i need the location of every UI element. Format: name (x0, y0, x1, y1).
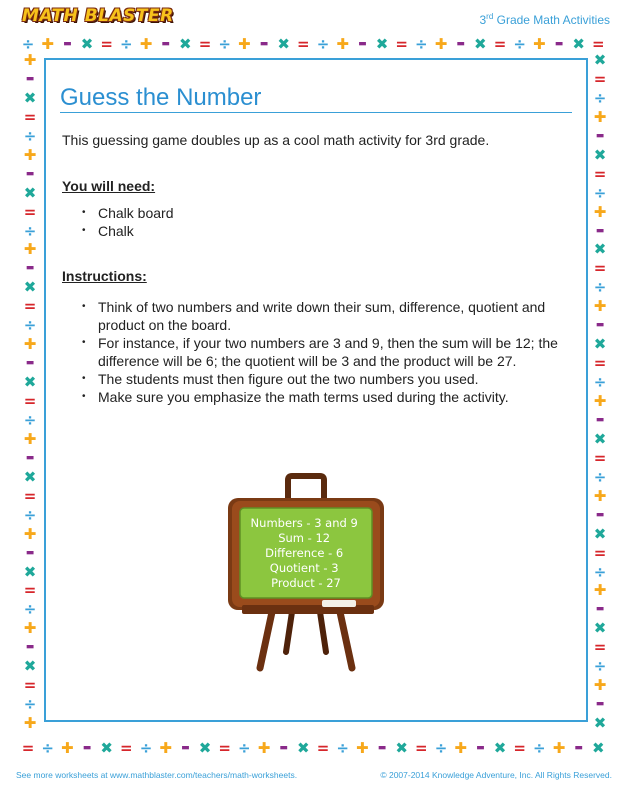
instructions-list (82, 298, 562, 406)
list-item: • For instance, if your two numbers are 3 and 9, then the sum will be 12; the difference will be 6; the quotient will be 3 and the product will be 27. (82, 334, 562, 370)
border-symbol-icon: ▬ (25, 642, 35, 653)
border-symbol-icon: ÷ (23, 221, 37, 240)
border-symbol-icon: ✚ (61, 739, 74, 757)
border-symbol-icon: ▬ (279, 743, 288, 753)
border-symbol-icon: = (21, 739, 35, 757)
border-symbol-icon: ▬ (595, 604, 605, 615)
border-symbol-icon: = (23, 676, 37, 695)
border-symbol-icon: ✖ (23, 183, 37, 202)
border-symbol-icon: ✚ (533, 35, 546, 53)
border-symbol-icon: ÷ (593, 88, 607, 107)
border-symbol-icon: ✚ (23, 714, 37, 733)
grade-label: 3rd Grade Math Activities (479, 12, 610, 27)
border-symbol-icon: ✚ (23, 524, 37, 543)
border-symbol-icon: ▬ (377, 743, 387, 753)
border-symbol-icon: = (23, 297, 37, 316)
board-line-product: Product - 27 (271, 576, 341, 590)
border-symbol-icon: ✖ (23, 88, 37, 107)
need-heading: You will need: (62, 178, 156, 194)
border-symbol-icon: ✚ (23, 240, 37, 259)
border-symbol-icon: ÷ (336, 739, 349, 757)
border-symbol-icon: ✖ (375, 35, 389, 53)
border-symbol-icon: ✖ (23, 467, 37, 486)
page-title: Guess the Number (60, 84, 262, 111)
border-symbol-icon: = (593, 448, 607, 467)
border-symbol-icon: ▬ (181, 743, 190, 753)
border-symbol-icon: ✚ (356, 739, 369, 757)
border-symbol-icon: ✖ (23, 657, 37, 676)
border-symbol-icon: ÷ (23, 410, 37, 429)
border-symbol-icon: ÷ (41, 739, 54, 757)
border-symbol-icon: ✚ (159, 739, 172, 757)
border-symbol-icon: = (593, 69, 607, 88)
border-symbol-icon: ▬ (456, 39, 465, 49)
border-symbol-icon: = (593, 543, 607, 562)
border-symbol-icon: ✖ (493, 739, 507, 757)
footer-worksheets-link[interactable]: See more worksheets at www.mathblaster.com/teachers/math-worksheets. (16, 770, 298, 780)
border-symbol-icon: ✚ (552, 739, 566, 757)
border-symbol-icon: ✚ (257, 739, 271, 757)
border-symbol-icon: ▬ (574, 743, 583, 753)
border-symbol-icon: ÷ (513, 35, 526, 53)
border-symbol-icon: ▬ (25, 452, 35, 463)
border-symbol-icon: ▬ (25, 358, 35, 369)
border-symbol-icon: ÷ (593, 657, 607, 676)
border-symbol-icon: ✖ (593, 619, 607, 638)
border-symbol-icon: ÷ (593, 278, 607, 297)
need-list (82, 204, 174, 240)
border-symbol-icon: = (297, 35, 310, 53)
border-symbol-icon: ÷ (434, 739, 448, 757)
list-item: • Chalk (82, 222, 174, 240)
border-symbol-icon: ÷ (316, 35, 330, 53)
border-symbol-icon: ✚ (454, 739, 467, 757)
board-line-numbers: Numbers - 3 and 9 (250, 516, 358, 530)
border-symbol-icon: ✖ (593, 429, 607, 448)
border-symbol-icon: ▬ (595, 699, 605, 710)
border-symbol-icon: ✖ (593, 51, 607, 69)
border-symbol-icon: ÷ (23, 126, 37, 145)
border-symbol-icon: = (120, 739, 133, 757)
border-symbol-icon: ▬ (25, 73, 35, 84)
border-symbol-icon: = (23, 107, 37, 126)
border-symbol-icon: ▬ (476, 743, 485, 753)
board-line-sum: Sum - 12 (278, 531, 331, 545)
border-symbol-icon: ✖ (23, 278, 37, 297)
border-symbol-icon: ▬ (595, 320, 605, 331)
border-symbol-icon: ÷ (238, 739, 251, 757)
border-symbol-icon: ✚ (23, 145, 37, 164)
border-left (22, 52, 38, 734)
border-symbol-icon: ✖ (593, 145, 607, 164)
border-symbol-icon: ✖ (474, 35, 487, 53)
border-symbol-icon: ✚ (23, 619, 37, 638)
list-item: • The students must then figure out the two numbers you used. (82, 370, 562, 388)
border-symbol-icon: ✖ (100, 739, 113, 757)
worksheet-panel (44, 58, 588, 722)
border-symbol-icon: ✚ (593, 297, 607, 316)
border-symbol-icon: = (395, 35, 408, 53)
border-symbol-icon: ✖ (23, 562, 37, 581)
border-symbol-icon: = (593, 354, 607, 373)
border-symbol-icon: ▬ (595, 414, 605, 425)
border-symbol-icon: = (198, 35, 212, 53)
border-symbol-icon: ▬ (82, 743, 92, 753)
intro-text: This guessing game doubles up as a cool math activity for 3rd grade. (62, 132, 490, 148)
border-symbol-icon: ✖ (297, 739, 310, 757)
border-symbol-icon: ✖ (572, 35, 585, 53)
border-symbol-icon: = (23, 581, 37, 600)
border-top (20, 36, 610, 52)
border-symbol-icon: ÷ (139, 739, 153, 757)
border-symbol-icon: ▬ (595, 130, 605, 141)
border-symbol-icon: ✖ (80, 35, 94, 53)
border-symbol-icon: ÷ (120, 35, 133, 53)
border-symbol-icon: ✖ (395, 739, 408, 757)
border-symbol-icon: = (415, 739, 428, 757)
border-symbol-icon: ÷ (21, 35, 35, 53)
border-symbol-icon: ✚ (41, 35, 54, 53)
title-divider (60, 112, 572, 113)
border-symbol-icon: ✖ (277, 35, 290, 53)
footer-copyright: © 2007-2014 Knowledge Adventure, Inc. All Rights Reserved. (380, 770, 612, 780)
border-symbol-icon: = (593, 164, 607, 183)
border-symbol-icon: ÷ (593, 467, 607, 486)
border-symbol-icon: ✚ (23, 429, 37, 448)
border-symbol-icon: ✚ (23, 51, 37, 69)
math-blaster-logo[interactable]: MATH BLASTER (22, 6, 174, 26)
border-symbol-icon: ▬ (25, 263, 35, 274)
border-symbol-icon: ÷ (23, 505, 37, 524)
border-symbol-icon: ✚ (593, 581, 607, 600)
border-symbol-icon: ✚ (593, 202, 607, 221)
border-symbol-icon: = (316, 739, 330, 757)
border-symbol-icon: = (23, 202, 37, 221)
border-symbol-icon: = (593, 259, 607, 278)
border-symbol-icon: = (100, 35, 113, 53)
border-symbol-icon: ÷ (218, 35, 231, 53)
list-item: • Make sure you emphasize the math terms used during the activity. (82, 388, 562, 406)
instructions-heading: Instructions: (62, 268, 147, 284)
border-symbol-icon: ÷ (415, 35, 428, 53)
border-symbol-icon: ÷ (23, 316, 37, 335)
border-symbol-icon: ÷ (593, 183, 607, 202)
border-symbol-icon: ✚ (593, 676, 607, 695)
border-symbol-icon: ✖ (593, 524, 607, 543)
list-item: • Think of two numbers and write down their sum, difference, quotient and product on the board. (82, 298, 562, 334)
border-symbol-icon: ▬ (554, 39, 564, 49)
border-symbol-icon: ✖ (23, 373, 37, 392)
border-symbol-icon: ÷ (593, 562, 607, 581)
chalkboard-illustration (226, 472, 386, 672)
border-symbol-icon: ÷ (23, 600, 37, 619)
border-symbol-icon: ✚ (434, 35, 448, 53)
border-right (592, 52, 608, 734)
border-symbol-icon: ▬ (25, 547, 35, 558)
border-symbol-icon: ✚ (593, 107, 607, 126)
border-symbol-icon: ÷ (533, 739, 546, 757)
border-symbol-icon: = (218, 739, 231, 757)
border-symbol-icon: ✚ (238, 35, 251, 53)
border-symbol-icon: ▬ (25, 168, 35, 179)
border-symbol-icon: ✖ (179, 35, 192, 53)
border-symbol-icon: ✖ (593, 335, 607, 354)
border-symbol-icon: ✚ (336, 35, 349, 53)
border-symbol-icon: ✖ (593, 714, 607, 733)
border-symbol-icon: ✚ (593, 392, 607, 410)
border-symbol-icon: ✚ (23, 335, 37, 354)
border-symbol-icon: ▬ (358, 39, 367, 49)
border-symbol-icon: = (23, 486, 37, 505)
border-symbol-icon: ✖ (592, 739, 605, 757)
border-symbol-icon: = (593, 638, 607, 657)
border-symbol-icon: ✚ (139, 35, 153, 53)
border-symbol-icon: ✚ (593, 486, 607, 505)
border-symbol-icon: = (592, 35, 605, 53)
border-symbol-icon: = (23, 392, 37, 410)
border-symbol-icon: ▬ (63, 39, 72, 49)
border-symbol-icon: = (493, 35, 507, 53)
border-symbol-icon: ÷ (593, 373, 607, 392)
border-symbol-icon: ✖ (198, 739, 212, 757)
border-symbol-icon: ▬ (595, 509, 605, 520)
board-line-quotient: Quotient - 3 (269, 561, 339, 575)
border-bottom (20, 740, 610, 756)
border-symbol-icon: ✖ (593, 240, 607, 259)
border-symbol-icon: ▬ (161, 39, 170, 49)
border-symbol-icon: ▬ (259, 39, 269, 49)
border-symbol-icon: ▬ (595, 225, 605, 236)
border-symbol-icon: = (513, 739, 526, 757)
board-line-difference: Difference - 6 (265, 546, 344, 560)
list-item: • Chalk board (82, 204, 174, 222)
border-symbol-icon: ÷ (23, 695, 37, 714)
